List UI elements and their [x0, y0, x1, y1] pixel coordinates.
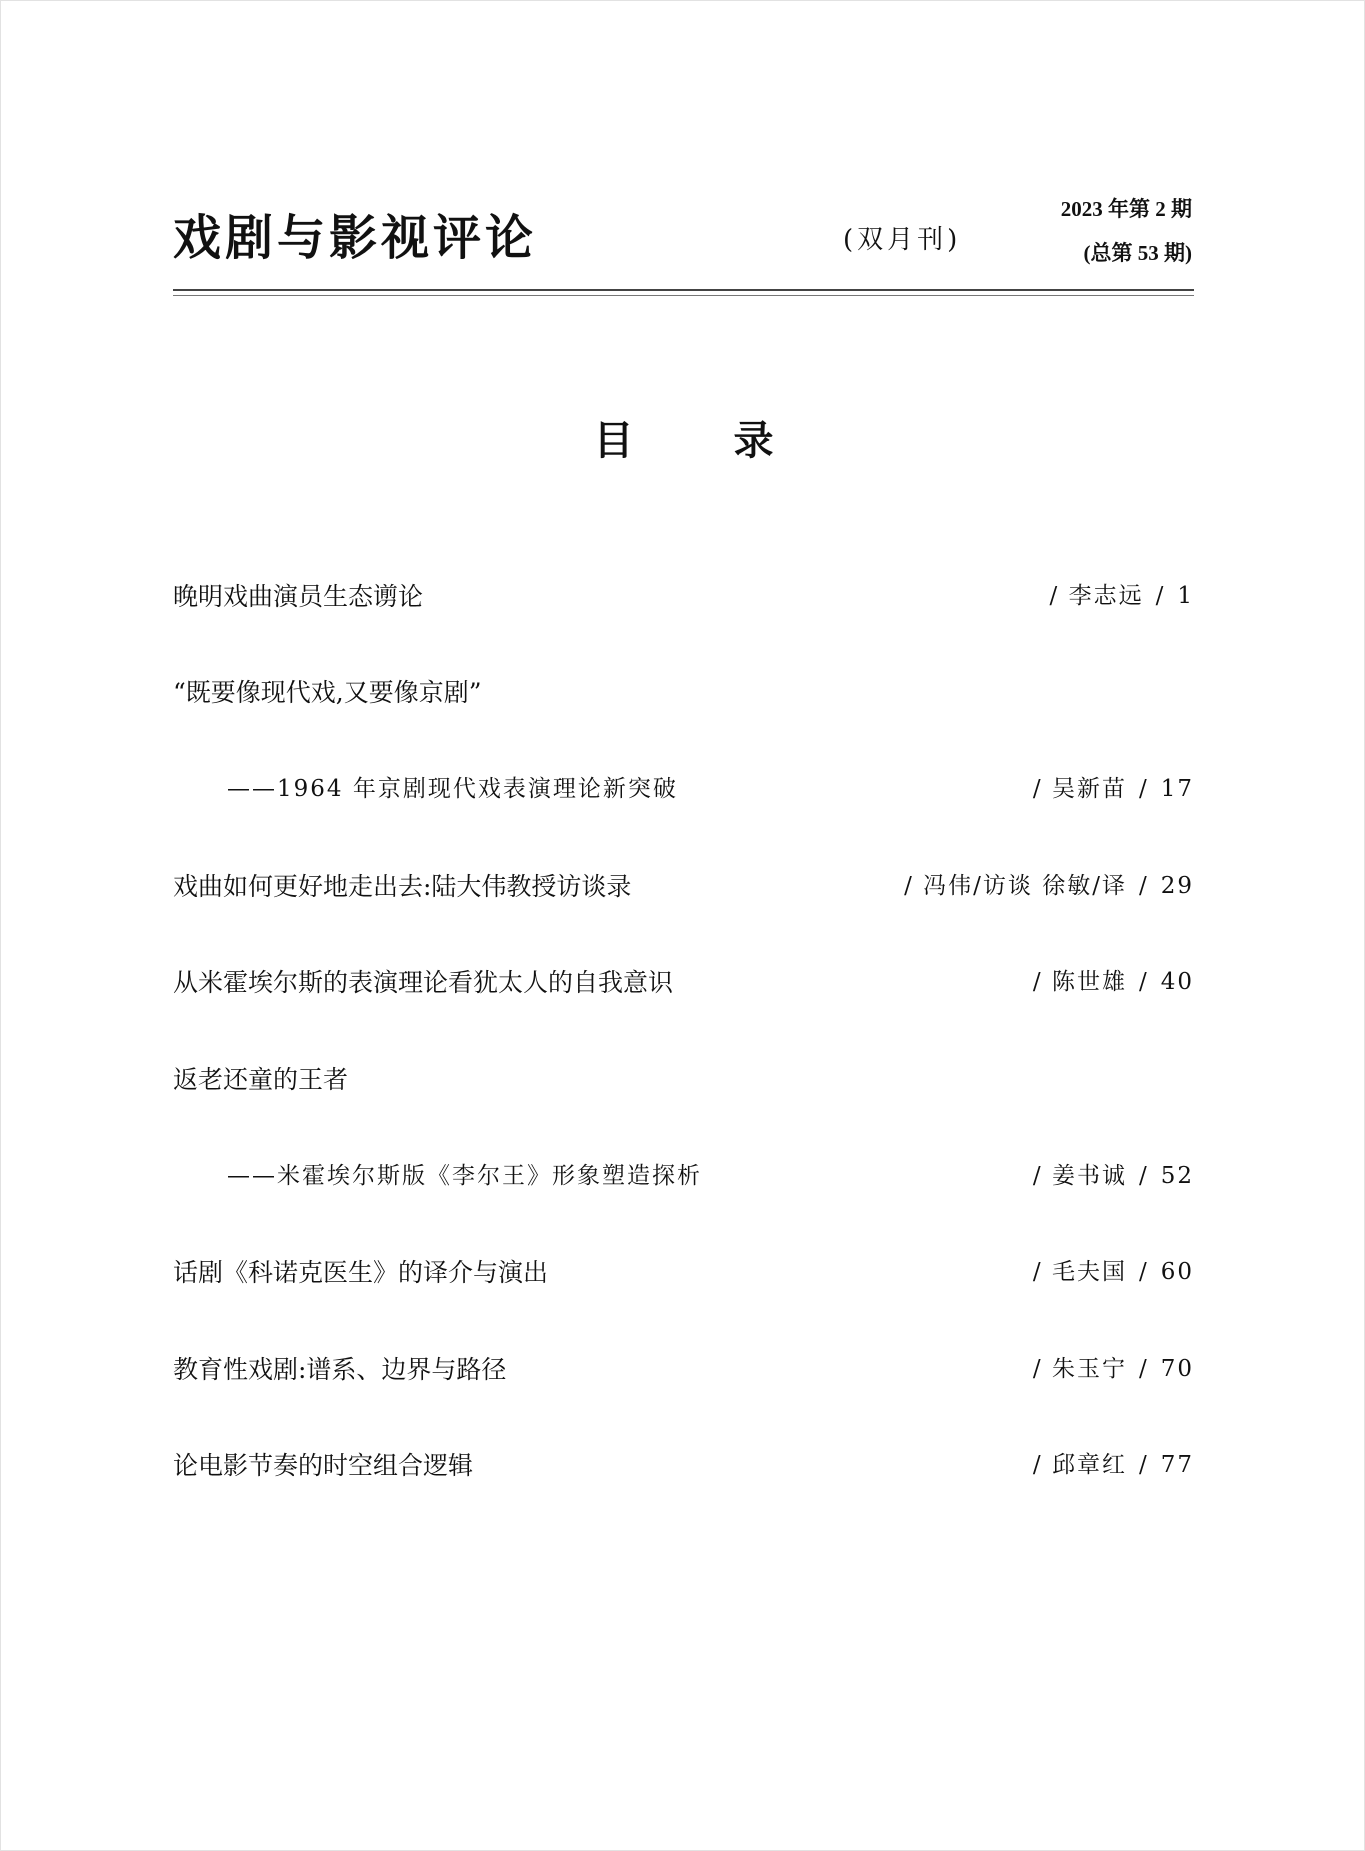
- toc-entry-page: 60: [1160, 1259, 1194, 1285]
- toc-entry-meta: / 毛夫国 / 60: [1032, 1259, 1194, 1285]
- toc-entry-title[interactable]: 论电影节奏的时空组合逻辑: [173, 1451, 474, 1480]
- toc-entry-title[interactable]: ——1964 年京剧现代戏表演理论新突破: [227, 776, 678, 802]
- journal-title: 戏剧与影视评论: [173, 210, 538, 266]
- toc-entry-title[interactable]: 话剧《科诺克医生》的译介与演出: [173, 1258, 549, 1287]
- header-rule-thin: [173, 295, 1194, 296]
- toc-entry-subtitle[interactable]: [173, 1151, 1194, 1191]
- toc-entry[interactable]: [173, 1440, 1194, 1480]
- toc-entry-meta: / 朱玉宁 / 70: [1032, 1356, 1194, 1382]
- toc-entry-author: 朱玉宁: [1051, 1356, 1127, 1382]
- toc-entry-meta: / 冯伟/访谈 徐敏/译 / 29: [904, 873, 1194, 899]
- toc-entry-author: 陈世雄: [1051, 969, 1127, 995]
- toc-entry-author: 毛夫国: [1051, 1259, 1127, 1285]
- toc-entry[interactable]: [173, 1054, 1194, 1094]
- toc-entry-author: 冯伟/访谈 徐敏/译: [923, 873, 1127, 899]
- toc-entry-meta: / 陈世雄 / 40: [1032, 969, 1194, 995]
- header-rule-thick: [173, 289, 1194, 291]
- toc-entry[interactable]: [173, 571, 1194, 611]
- toc-entry-author: 姜书诚: [1051, 1163, 1127, 1189]
- toc-entry-page: 40: [1160, 969, 1194, 995]
- issue-info: [1061, 197, 1192, 285]
- publication-frequency: (双月刊): [843, 225, 962, 255]
- toc-entry-meta: / 吴新苗 / 17: [1032, 776, 1194, 802]
- toc-heading: 目录: [593, 418, 874, 464]
- toc-entry-meta: / 邱章红 / 77: [1032, 1452, 1194, 1478]
- total-issue-number: (总第 53 期): [1083, 241, 1192, 265]
- toc-entry-page: 29: [1160, 873, 1194, 899]
- toc-entry-author: 吴新苗: [1051, 776, 1127, 802]
- toc-entry-page: 77: [1160, 1452, 1194, 1478]
- toc-entry[interactable]: [173, 667, 1194, 707]
- issue-number: 2023 年第 2 期: [1060, 197, 1192, 221]
- toc-entry[interactable]: [173, 1247, 1194, 1287]
- toc-entry-page: 17: [1160, 776, 1194, 802]
- toc-entry-page: 1: [1177, 583, 1194, 609]
- toc-entry-author: 邱章红: [1051, 1452, 1127, 1478]
- toc-entry-page: 70: [1160, 1356, 1194, 1382]
- toc-entry-title[interactable]: 戏曲如何更好地走出去:陆大伟教授访谈录: [173, 872, 632, 901]
- toc-entry-title[interactable]: 从米霍埃尔斯的表演理论看犹太人的自我意识: [173, 968, 674, 997]
- toc-entry[interactable]: [173, 1344, 1194, 1384]
- toc-entry[interactable]: [173, 861, 1194, 901]
- toc-entry-title[interactable]: “既要像现代戏,又要像京剧”: [173, 678, 482, 707]
- toc-entry-page: 52: [1160, 1163, 1194, 1189]
- toc-entry-title[interactable]: 晚明戏曲演员生态谫论: [173, 582, 424, 611]
- toc-entry-title[interactable]: 返老还童的王者: [173, 1065, 349, 1094]
- toc-entry-author: 李志远: [1068, 583, 1144, 609]
- toc-entry-meta: / 姜书诚 / 52: [1032, 1163, 1194, 1189]
- toc-entry-title[interactable]: ——米霍埃尔斯版《李尔王》形象塑造探析: [227, 1163, 702, 1189]
- toc-entry-meta: / 李志远 / 1: [1049, 583, 1194, 609]
- toc-entry-subtitle[interactable]: [173, 764, 1194, 804]
- toc-entry[interactable]: [173, 957, 1194, 997]
- toc-entry-title[interactable]: 教育性戏剧:谱系、边界与路径: [173, 1355, 507, 1384]
